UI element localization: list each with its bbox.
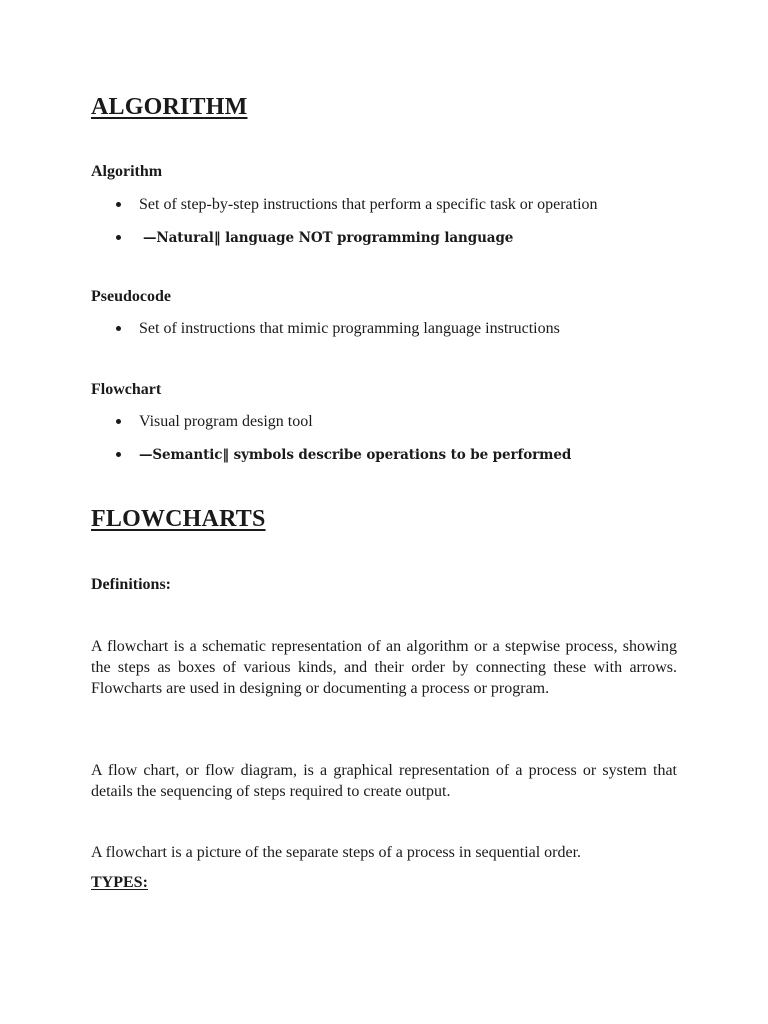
bullet-icon [116,235,121,240]
bullet-text: Set of instructions that mimic programming language instructions [139,320,560,337]
bullet-text: —Natural‖ language NOT programming language [143,230,514,246]
bullet-icon [116,202,121,207]
bullet-icon [116,326,121,331]
list-item [0,227,768,249]
heading-algorithm: ALGORITHM [91,94,248,120]
types-title: TYPES: [91,874,148,891]
list-item [0,318,768,340]
section-title-flowchart: Flowchart [91,381,162,398]
definition-paragraph: A flowchart is a schematic representation of an algorithm or a stepwise process, showing the steps as boxes of various kinds, and their order by connecting these with arrows. Flowcharts are used in designing or documenting a process or program. [91,638,677,697]
definition-paragraph: A flowchart is a picture of the separate steps of a process in sequential order. [91,844,582,861]
bullet-icon [116,452,121,457]
bullet-icon [116,419,121,424]
bullet-text: Set of step-by-step instructions that perform a specific task or operation [139,196,598,213]
section-title-pseudocode: Pseudocode [91,288,171,305]
section-title-algorithm: Algorithm [91,163,163,180]
heading-flowcharts: FLOWCHARTS [91,506,266,532]
list-item [0,194,768,216]
bullet-text: Visual program design tool [139,413,313,430]
list-item [0,411,768,433]
definition-paragraph: A flow chart, or flow diagram, is a graphical representation of a process or system that details the sequencing of steps required to create output. [91,762,677,800]
list-item [0,444,768,466]
bullet-text: —Semantic‖ symbols describe operations to be performed [139,447,572,463]
definitions-title: Definitions: [91,576,171,593]
